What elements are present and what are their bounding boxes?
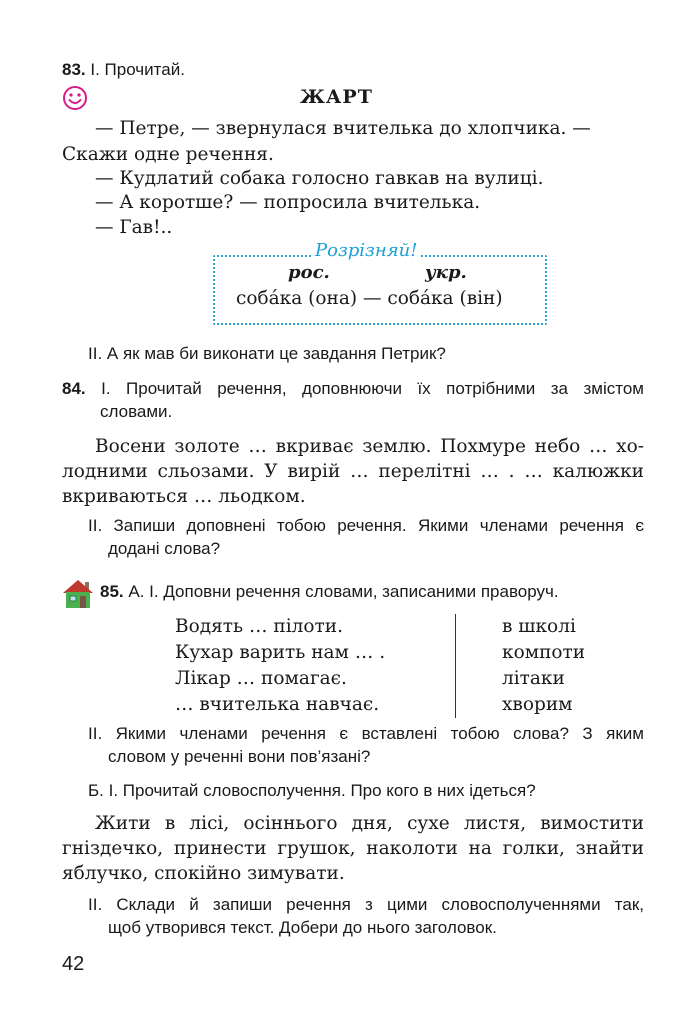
ex85-left-item: Лікар … помагає. [175, 668, 347, 689]
story-line-3: — Кудлатий собака голосно гавкав на вулиці. [95, 168, 544, 189]
ex85-left-item: … вчителька навчає. [175, 694, 380, 715]
ex85-b-text-l1: Жити в лісі, осіннього дня, сухе листя, вимостити [95, 813, 644, 834]
ex85-b-task2-l1: ІІ. Склади й запиши речення з цими словосполученнями так, [88, 895, 644, 914]
ex84-number: 84. [62, 379, 86, 398]
story-title: ЖАРТ [300, 86, 373, 108]
ex84-task2-l1: ІІ. Запиши доповнені тобою речення. Якими членами речення є [88, 516, 644, 535]
ex84-text-l2: лодними сльозами. У вирій … перелітні … . … калюжки [62, 461, 644, 482]
distinguish-col-ru: рос. [288, 262, 330, 283]
ex85-right-item: хворим [502, 694, 573, 715]
ex84-instruction-l2: словами. [100, 402, 173, 421]
ex85-right-item: літаки [502, 668, 565, 689]
ex83-header [62, 58, 185, 82]
ex84-header [62, 377, 644, 401]
ex85-task2-l1: ІІ. Якими членами речення є вставлені тобою слова? З яким [88, 724, 644, 743]
ex84-instruction-l1: І. Прочитай речення, доповнюючи їх потрібними за змістом [101, 379, 644, 398]
ex85-header [100, 580, 559, 604]
ex85-b-text-l3: яблучко, спокійно зимувати. [62, 863, 345, 884]
house-icon [62, 578, 94, 610]
distinguish-label: Розрізняй! [311, 240, 421, 261]
story-line-2: Скажи одне речення. [62, 144, 274, 165]
story-line-4: — А коротше? — попросила вчителька. [95, 192, 481, 213]
story-line-5: — Гав!.. [95, 217, 173, 238]
ex85-left-item: Водять … пілоти. [175, 616, 343, 637]
ex83-task2: ІІ. А як мав би виконати це завдання Петрик? [88, 344, 446, 363]
page-number: 42 [62, 953, 85, 975]
ex85-task2-l2: словом у реченні вони пов’язані? [108, 747, 371, 766]
ex84-task2-l2: додані слова? [108, 539, 221, 558]
ex85-right-item: компоти [502, 642, 586, 663]
distinguish-text: соба́ка (она) — соба́ка (він) [236, 288, 503, 309]
ex84-text-l1: Восени золоте … вкриває землю. Похмуре небо … хо- [95, 436, 644, 457]
ex85-right-item: в школі [502, 616, 576, 637]
smiley-icon [62, 85, 88, 111]
story-line-1: — Петре, — звернулася вчителька до хлопчика. — [95, 118, 591, 139]
ex85-instruction: А. І. Доповни речення словами, записаними праворуч. [128, 582, 559, 601]
ex85-left-item: Кухар варить нам … . [175, 642, 386, 663]
ex85-right-column [502, 614, 585, 718]
ex85-number: 85. [100, 582, 124, 601]
ex83-instruction: І. Прочитай. [90, 60, 185, 79]
column-divider [455, 614, 456, 718]
ex85-left-column [175, 614, 385, 718]
ex85-b-instruction: Б. І. Прочитай словосполучення. Про кого в них ідеться? [88, 781, 536, 800]
distinguish-col-ua: укр. [425, 262, 467, 283]
ex83-number: 83. [62, 60, 86, 79]
ex85-b-task2-l2: щоб утворився текст. Добери до нього заголовок. [108, 918, 497, 937]
ex84-text-l3: вкриваються … льодком. [62, 486, 306, 507]
ex85-b-text-l2: гніздечко, принести грушок, наколоти на голки, знайти [62, 838, 644, 859]
